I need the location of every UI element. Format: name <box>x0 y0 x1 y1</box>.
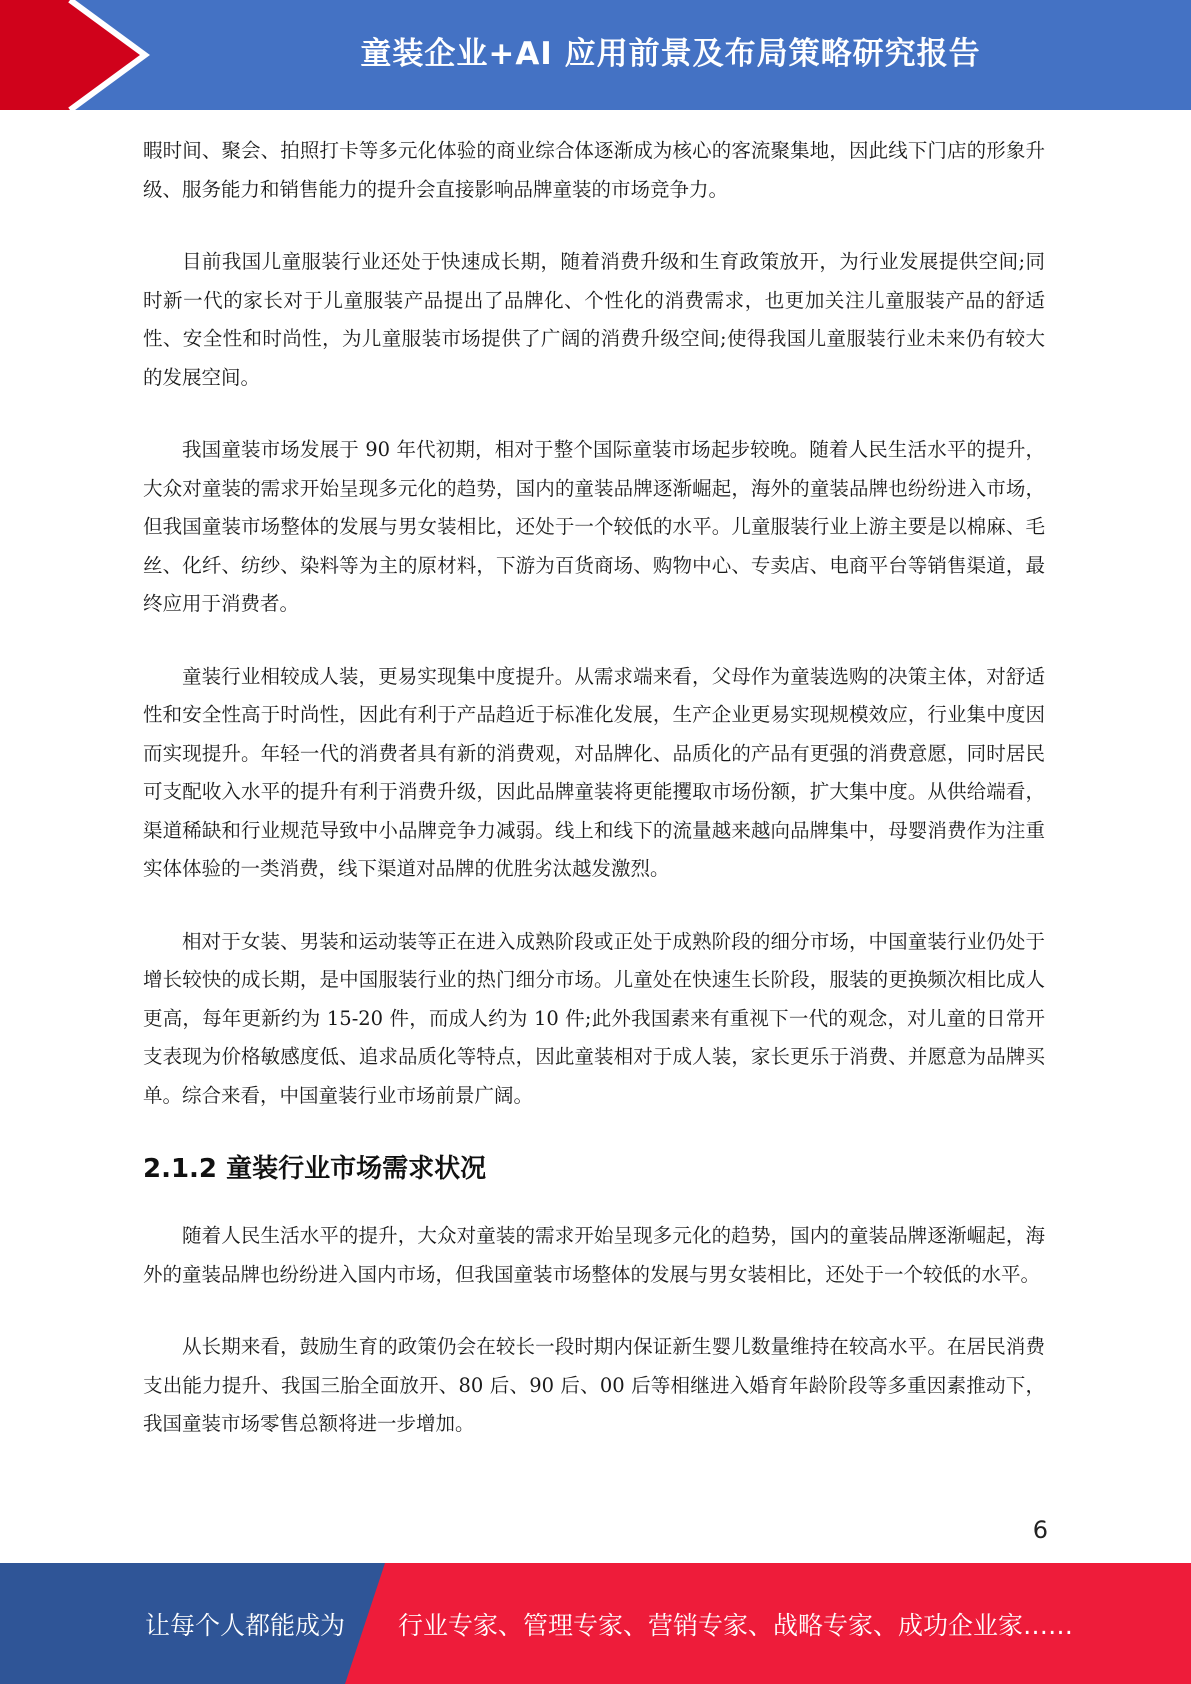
paragraph: 童装行业相较成人装，更易实现集中度提升。从需求端来看，父母作为童装选购的决策主体，对舒适性和安全性高于时尚性，因此有利于产品趋近于标准化发展，生产企业更易实现规模效应，行业集中度因而实现提升。年轻一代的消费者具有新的消费观，对品牌化、品质化的产品有更强的消费意愿，同时居民可支配收入水平的提升有利于消费升级，因此品牌童装将更能攫取市场份额，扩大集中度。从供给端看，渠道稀缺和行业规范导致中小品牌竞争力减弱。线上和线下的流量越来越向品牌集中，母婴消费作为注重实体体验的一类消费，线下渠道对品牌的优胜劣汰越发激烈。 <box>143 664 1045 880</box>
paragraph: 目前我国儿童服装行业还处于快速成长期，随着消费升级和生育政策放开，为行业发展提供空间;同时新一代的家长对于儿童服装产品提出了品牌化、个性化的消费需求，也更加关注儿童服装产品的舒适性、安全性和时尚性，为儿童服装市场提供了广阔的消费升级空间;使得我国儿童服装行业未来仍有较大的发展空间。 <box>143 250 1045 389</box>
page-header <box>0 0 1191 110</box>
paragraph: 我国童装市场发展于 90 年代初期，相对于整个国际童装市场起步较晚。随着人民生活水平的提升，大众对童装的需求开始呈现多元化的趋势，国内的童装品牌逐渐崛起，海外的童装品牌也纷纷进入市场，但我国童装市场整体的发展与男女装相比，还处于一个较低的水平。儿童服装行业上游主要是以棉麻、毛丝、化纤、纺纱、染料等为主的原材料，下游为百货商场、购物中心、专卖店、电商平台等销售渠道，最终应用于消费者。 <box>143 438 1045 615</box>
page-number: 6 <box>1032 1516 1048 1544</box>
report-title: 童装企业+AI 应用前景及布局策略研究报告 <box>360 35 981 72</box>
paragraph: 相对于女装、男装和运动装等正在进入成熟阶段或正处于成熟阶段的细分市场，中国童装行业仍处于增长较快的成长期，是中国服装行业的热门细分市场。儿童处在快速生长阶段，服装的更换频次相比成人更高，每年更新约为 15-20 件，而成人约为 10 件;此外我国素来有重视下一代的观念，对儿童的日常开支表现为价格敏感度低、追求品质化等特点，因此童装相对于成人装，家长更乐于消费、并愿意为品牌买单。综合来看，中国童装行业市场前景广阔。 <box>143 929 1045 1107</box>
section-heading: 2.1.2 童装行业市场需求状况 <box>143 1154 487 1184</box>
footer-slogan-left: 让每个人都能成为 <box>145 1610 346 1640</box>
paragraph: 从长期来看，鼓励生育的政策仍会在较长一段时期内保证新生婴儿数量维持在较高水平。在居民消费支出能力提升、我国三胎全面放开、80 后、90 后、00 后等相继进入婚育年龄阶段等多重因素推动下，我国童装市场零售总额将进一步增加。 <box>143 1335 1045 1435</box>
paragraph-continued: 暇时间、聚会、拍照打卡等多元化体验的商业综合体逐渐成为核心的客流聚集地，因此线下门店的形象升级、服务能力和销售能力的提升会直接影响品牌童装的市场竞争力。 <box>143 139 1045 201</box>
header-arrow-decoration <box>0 0 150 110</box>
paragraph: 随着人民生活水平的提升，大众对童装的需求开始呈现多元化的趋势，国内的童装品牌逐渐崛起，海外的童装品牌也纷纷进入国内市场，但我国童装市场整体的发展与男女装相比，还处于一个较低的水平。 <box>143 1224 1045 1286</box>
footer-slogan-right: 行业专家、管理专家、营销专家、战略专家、成功企业家…… <box>398 1610 1074 1640</box>
document-body <box>143 132 1045 1478</box>
page-footer <box>0 1563 1191 1684</box>
